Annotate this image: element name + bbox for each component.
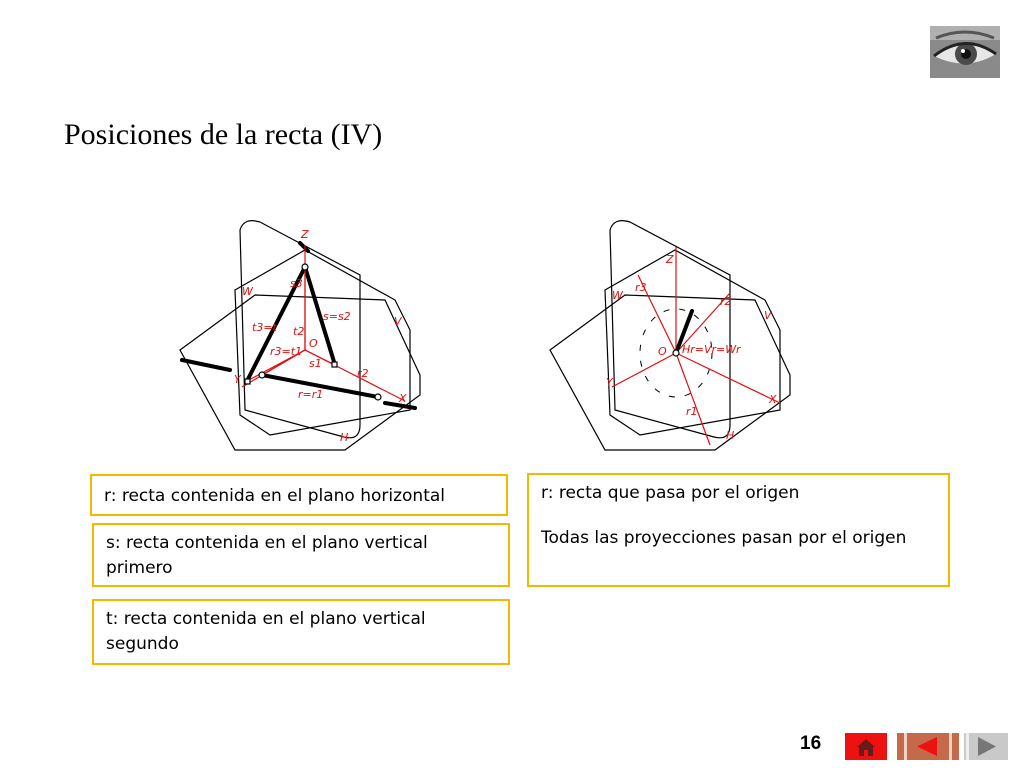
label-r3-t1: r3=t1: [270, 345, 303, 358]
label-y: Y: [606, 376, 613, 389]
caption-r-horizontal: r: recta contenida en el plano horizontal: [90, 474, 508, 516]
home-icon: [845, 733, 887, 760]
origin-point: [673, 350, 679, 356]
label-r2: r2: [357, 367, 369, 380]
label-z: Z: [666, 253, 674, 266]
label-y: Y: [234, 373, 241, 386]
home-button[interactable]: [845, 733, 887, 760]
label-z: Z: [301, 228, 309, 241]
label-r3: r3: [635, 281, 647, 294]
label-h: H: [726, 429, 735, 442]
label-w: W: [612, 289, 623, 302]
caption-origin-box: [527, 473, 950, 587]
label-o: O: [309, 337, 318, 350]
next-button[interactable]: [964, 733, 1008, 760]
label-w: W: [242, 285, 253, 298]
caption-s-vertical-first: s: recta contenida en el plano vertical primero: [92, 523, 510, 587]
page-title: Posiciones de la recta (IV): [64, 118, 383, 151]
next-icon: [964, 733, 1008, 760]
previous-button[interactable]: [897, 733, 959, 760]
label-s3: s3: [290, 277, 303, 290]
label-r2: r2: [720, 295, 732, 308]
diagram-line-through-origin: [540, 205, 840, 460]
caption-origin-text: Todas las proyecciones pasan por el origen: [541, 528, 907, 548]
eye-icon: [930, 26, 1000, 78]
label-v: V: [764, 309, 772, 322]
page-number: 16: [800, 733, 822, 754]
label-x: X: [399, 392, 407, 405]
label-s-s2: s=s2: [323, 310, 351, 323]
label-r1: r1: [686, 405, 698, 418]
label-t3-t: t3=t: [252, 321, 277, 334]
label-t2: t2: [293, 325, 305, 338]
caption-origin-title: r: recta que pasa por el origen: [541, 483, 800, 503]
label-o: O: [658, 345, 667, 358]
label-s1: s1: [309, 357, 322, 370]
label-h: H: [340, 431, 349, 444]
diagram-lines-in-planes: [170, 205, 470, 460]
label-v: V: [394, 315, 402, 328]
caption-t-vertical-second: t: recta contenida en el plano vertical segundo: [92, 599, 510, 665]
label-hr-vr-wr: Hr=Vr=Wr: [682, 343, 741, 356]
caption-spacer: [541, 506, 936, 526]
label-r-r1: r=r1: [298, 388, 324, 401]
label-x: X: [769, 393, 777, 406]
previous-icon: [897, 733, 959, 760]
